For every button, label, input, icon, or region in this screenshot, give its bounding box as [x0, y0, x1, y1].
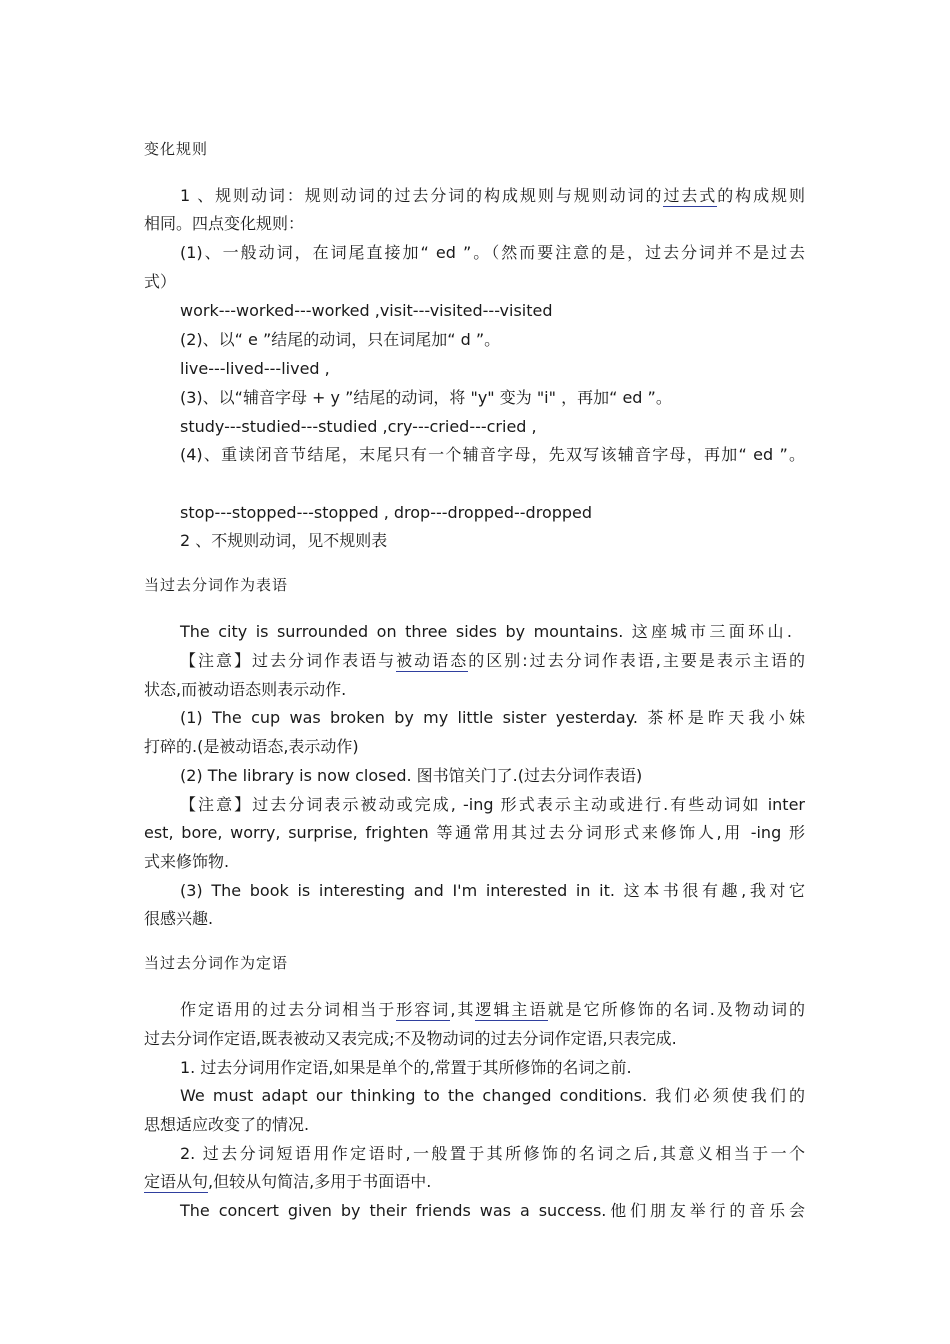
example-line: (2) The library is now closed. 图书馆关门了.(过去分词作表语) [180, 766, 643, 785]
section-heading-predicative: 当过去分词作为表语 [144, 576, 289, 594]
link-logical-subject[interactable]: 逻辑主语 [475, 1000, 548, 1019]
example-line: live---lived---lived , [180, 359, 330, 378]
text-span: 【注意】过去分词作表语与 [180, 651, 397, 670]
paragraph-line: 思想适应改变了的情况. [144, 1115, 310, 1134]
paragraph-line: 【注意】过去分词表示被动或完成, -ing 形式表示主动或进行.有些动词如 inter [180, 795, 805, 814]
paragraph-line: 状态,而被动语态则表示动作. [144, 680, 347, 699]
paragraph-line: est, bore, worry, surprise, frighten 等通常用其过去分词形式来修饰人,用 -ing 形 [144, 823, 805, 842]
paragraph-line: 相同。四点变化规则： [144, 214, 305, 233]
link-adjective[interactable]: 形容词 [396, 1000, 451, 1019]
paragraph-line: 式来修饰物. [144, 852, 230, 871]
text-span: 的区别:过去分词作表语,主要是表示主语的 [468, 651, 805, 670]
text-span: 作定语用的过去分词相当于 [180, 1000, 397, 1019]
link-passive-voice[interactable]: 被动语态 [396, 651, 469, 670]
text-span: ,但较从句简洁,多用于书面语中. [208, 1172, 432, 1191]
paragraph-line: 1. 过去分词用作定语,如果是单个的,常置于其所修饰的名词之前. [180, 1058, 632, 1077]
paragraph-line: 打碎的.(是被动语态,表示动作) [144, 737, 359, 756]
paragraph-line: (4)、重读闭音节结尾，末尾只有一个辅音字母，先双写该辅音字母，再加“ ed ”。 [180, 445, 805, 464]
example-line: (1) The cup was broken by my little sister yesterday. 茶杯是昨天我小妹 [180, 708, 805, 727]
link-past-tense[interactable]: 过去式 [663, 186, 718, 205]
paragraph-line [144, 1172, 431, 1192]
paragraph-line: 2. 过去分词短语用作定语时,一般置于其所修饰的名词之后,其意义相当于一个 [180, 1144, 805, 1163]
section-heading-attributive: 当过去分词作为定语 [144, 954, 289, 972]
paragraph-line [180, 186, 805, 206]
section-heading-rules: 变化规则 [144, 140, 209, 158]
example-line: work---worked---worked ,visit---visited---visited [180, 301, 553, 320]
paragraph-line [180, 651, 805, 671]
example-line: study---studied---studied ,cry---cried---cried , [180, 417, 537, 436]
example-line: The city is surrounded on three sides by mountains. 这座城市三面环山. [180, 622, 792, 641]
example-line: The concert given by their friends was a success.他们朋友举行的音乐会 [180, 1201, 805, 1220]
example-line: stop---stopped---stopped , drop---dropped--dropped [180, 503, 593, 522]
example-line: We must adapt our thinking to the changed conditions. 我们必须使我们的 [180, 1086, 805, 1105]
example-line: (3) The book is interesting and I'm interested in it. 这本书很有趣,我对它 [180, 881, 805, 900]
paragraph-line [180, 1000, 805, 1020]
paragraph-line: 过去分词作定语,既表被动又表完成;不及物动词的过去分词作定语,只表完成. [144, 1029, 677, 1048]
paragraph-line: (3)、以“辅音字母 + y ”结尾的动词，将 "y" 变为 "i" ，再加“ ed ”。 [180, 388, 672, 407]
text-span: ,其 [450, 1000, 476, 1019]
paragraph-line: 式） [144, 272, 177, 291]
text-span: 就是它所修饰的名词.及物动词的 [547, 1000, 805, 1019]
paragraph-line: (1)、一般动词，在词尾直接加“ ed ”。（然而要注意的是，过去分词并不是过去 [180, 243, 805, 262]
link-attributive-clause[interactable]: 定语从句 [144, 1172, 209, 1191]
paragraph-line: (2)、以“ e ”结尾的动词，只在词尾加“ d ”。 [180, 330, 501, 349]
paragraph-line: 2 、不规则动词，见不规则表 [180, 531, 388, 550]
text-span: 1 、规则动词：规则动词的过去分词的构成规则与规则动词的 [180, 186, 664, 205]
paragraph-line: 很感兴趣. [144, 909, 214, 928]
text-span: 的构成规则 [717, 186, 805, 205]
